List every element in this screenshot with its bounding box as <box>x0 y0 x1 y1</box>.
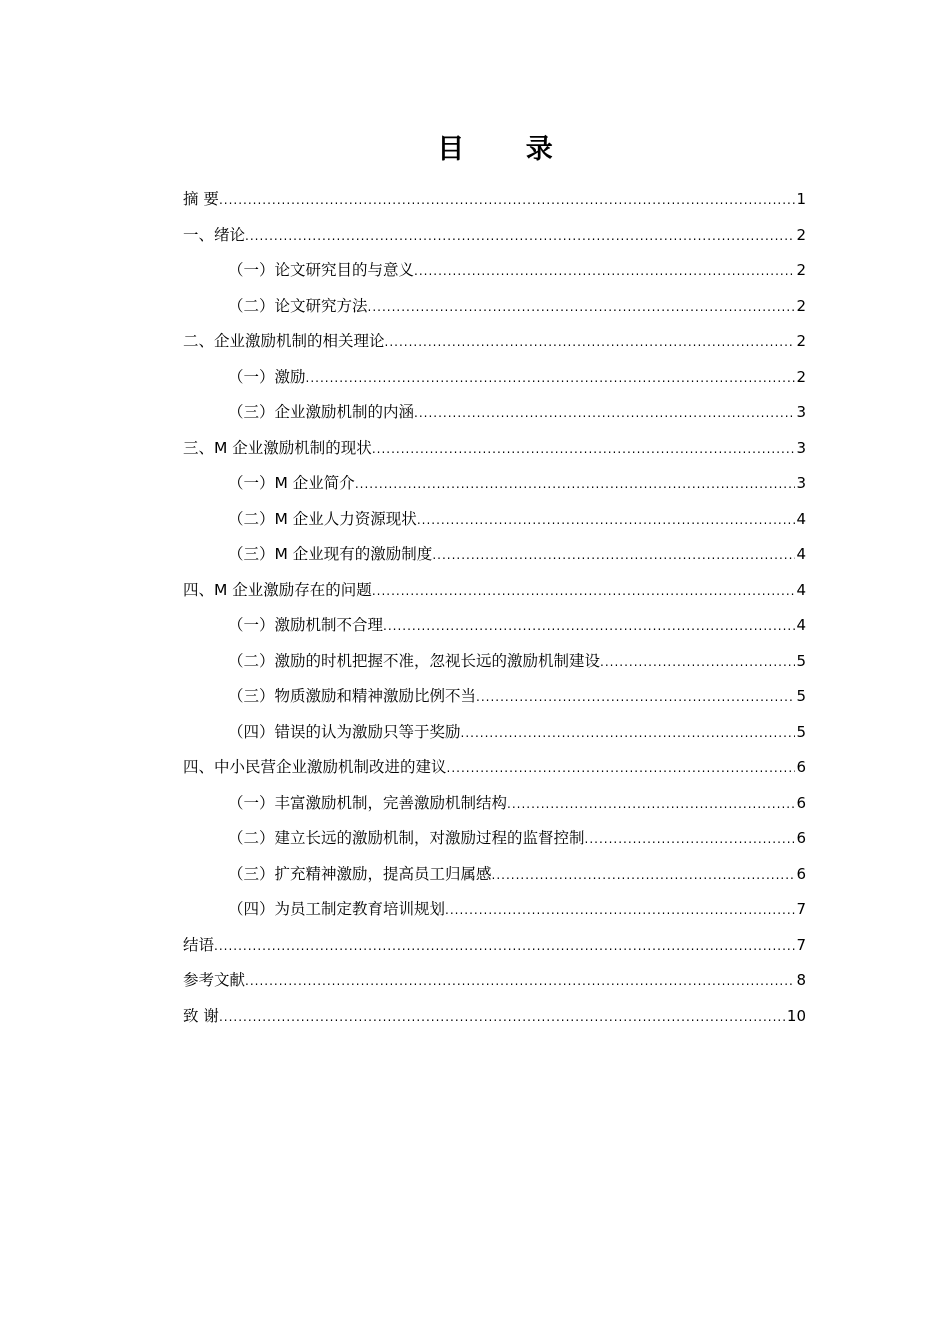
toc-entry-title: 四、中小民营企业激励机制改进的建议 <box>183 758 447 776</box>
toc-entry[interactable] <box>183 963 806 999</box>
table-of-contents <box>183 182 806 1034</box>
toc-entry[interactable] <box>183 715 806 751</box>
toc-entry-page-number: 6 <box>796 793 806 812</box>
toc-entry[interactable] <box>183 289 806 325</box>
toc-entry-title: （一）M 企业简介 <box>228 474 355 492</box>
toc-entry-title: （一）丰富激励机制，完善激励机制结构 <box>228 793 508 812</box>
toc-entry-page-number: 4 <box>796 616 806 634</box>
dot-leader <box>600 645 795 681</box>
dot-leader <box>245 964 795 1000</box>
toc-entry-page-number: 3 <box>796 474 806 492</box>
dot-leader <box>245 219 795 255</box>
toc-entry-title: 致 谢 <box>183 1006 219 1025</box>
toc-entry-title: （三）企业激励机制的内涵 <box>228 403 415 421</box>
toc-title: 目 录 <box>437 134 579 165</box>
dot-leader <box>219 1000 786 1036</box>
dot-leader <box>214 929 795 965</box>
toc-entry[interactable] <box>183 821 806 857</box>
toc-entry[interactable] <box>183 537 806 573</box>
toc-entry[interactable] <box>183 750 806 786</box>
dot-leader <box>461 716 796 752</box>
toc-entry-title: （四）为员工制定教育培训规划 <box>228 900 446 918</box>
dot-leader <box>385 325 796 361</box>
toc-entry-page-number: 3 <box>796 438 806 457</box>
toc-entry-page-number: 6 <box>796 758 806 776</box>
toc-entry-page-number: 5 <box>796 722 806 741</box>
toc-entry[interactable] <box>183 182 806 218</box>
toc-entry-title: 结语 <box>183 935 215 954</box>
toc-entry-page-number: 4 <box>796 580 806 599</box>
toc-entry-title: （一）论文研究目的与意义 <box>228 261 415 279</box>
toc-entry-title: （二）建立长远的激励机制，对激励过程的监督控制 <box>228 829 585 847</box>
toc-entry-page-number: 8 <box>796 971 806 989</box>
toc-entry-title: 三、M 企业激励机制的现状 <box>183 438 372 457</box>
toc-entry-title: （三）M 企业现有的激励制度 <box>228 545 433 563</box>
dot-leader <box>447 751 796 787</box>
toc-entry[interactable] <box>183 502 806 538</box>
toc-entry[interactable] <box>183 679 806 715</box>
dot-leader <box>372 432 796 468</box>
toc-entry-title: （一）激励机制不合理 <box>228 616 384 634</box>
dot-leader <box>414 396 795 432</box>
toc-entry-title: 四、M 企业激励存在的问题 <box>183 580 372 599</box>
toc-entry-title: （二）M 企业人力资源现状 <box>228 509 417 528</box>
toc-entry-title: （二）激励的时机把握不准，忽视长远的激励机制建设 <box>228 651 601 670</box>
toc-entry-page-number: 1 <box>796 190 806 208</box>
toc-entry-title: 一、绪论 <box>183 225 246 244</box>
toc-entry[interactable] <box>183 253 806 289</box>
toc-entry[interactable] <box>183 324 806 360</box>
dot-leader <box>417 503 796 539</box>
toc-entry-page-number: 2 <box>796 261 806 279</box>
dot-leader <box>492 858 796 894</box>
toc-entry[interactable] <box>183 608 806 644</box>
toc-entry-page-number: 2 <box>796 296 806 315</box>
dot-leader <box>585 822 796 858</box>
toc-entry-page-number: 6 <box>796 829 806 847</box>
toc-entry-page-number: 10 <box>786 1006 806 1025</box>
toc-entry[interactable] <box>183 857 806 893</box>
toc-entry-page-number: 2 <box>796 225 806 244</box>
toc-entry[interactable] <box>183 395 806 431</box>
dot-leader <box>476 680 795 716</box>
toc-entry-title: （四）错误的认为激励只等于奖励 <box>228 722 461 741</box>
dot-leader <box>414 254 795 290</box>
toc-entry-title: （三）扩充精神激励，提高员工归属感 <box>228 864 492 883</box>
toc-entry-page-number: 7 <box>796 900 806 918</box>
toc-entry[interactable] <box>183 786 806 822</box>
toc-entry-title: 参考文献 <box>183 971 246 989</box>
dot-leader <box>368 290 796 326</box>
toc-entry[interactable] <box>183 928 806 964</box>
dot-leader <box>355 467 796 503</box>
dot-leader <box>306 361 796 397</box>
toc-entry[interactable] <box>183 466 806 502</box>
toc-entry[interactable] <box>183 218 806 254</box>
toc-entry-title: （三）物质激励和精神激励比例不当 <box>228 687 477 705</box>
toc-entry-page-number: 3 <box>796 403 806 421</box>
dot-leader <box>432 538 795 574</box>
toc-entry-page-number: 5 <box>796 687 806 705</box>
dot-leader <box>372 574 796 610</box>
dot-leader <box>507 787 795 823</box>
toc-entry[interactable] <box>183 431 806 467</box>
toc-entry-page-number: 2 <box>796 332 806 350</box>
toc-entry[interactable] <box>183 999 806 1035</box>
dot-leader <box>383 609 795 645</box>
toc-entry-page-number: 2 <box>796 367 806 386</box>
toc-entry-page-number: 7 <box>796 935 806 954</box>
toc-entry[interactable] <box>183 644 806 680</box>
toc-entry[interactable] <box>183 892 806 928</box>
toc-entry[interactable] <box>183 573 806 609</box>
toc-entry-page-number: 5 <box>796 651 806 670</box>
toc-entry-title: 二、企业激励机制的相关理论 <box>183 332 385 350</box>
toc-entry-title: 摘 要 <box>183 190 219 208</box>
toc-entry-title: （一）激励 <box>228 367 306 386</box>
toc-entry[interactable] <box>183 360 806 396</box>
toc-entry-page-number: 4 <box>796 545 806 563</box>
toc-entry-page-number: 6 <box>796 864 806 883</box>
toc-entry-page-number: 4 <box>796 509 806 528</box>
toc-entry-title: （二）论文研究方法 <box>228 296 368 315</box>
dot-leader <box>445 893 795 929</box>
dot-leader <box>219 183 796 219</box>
